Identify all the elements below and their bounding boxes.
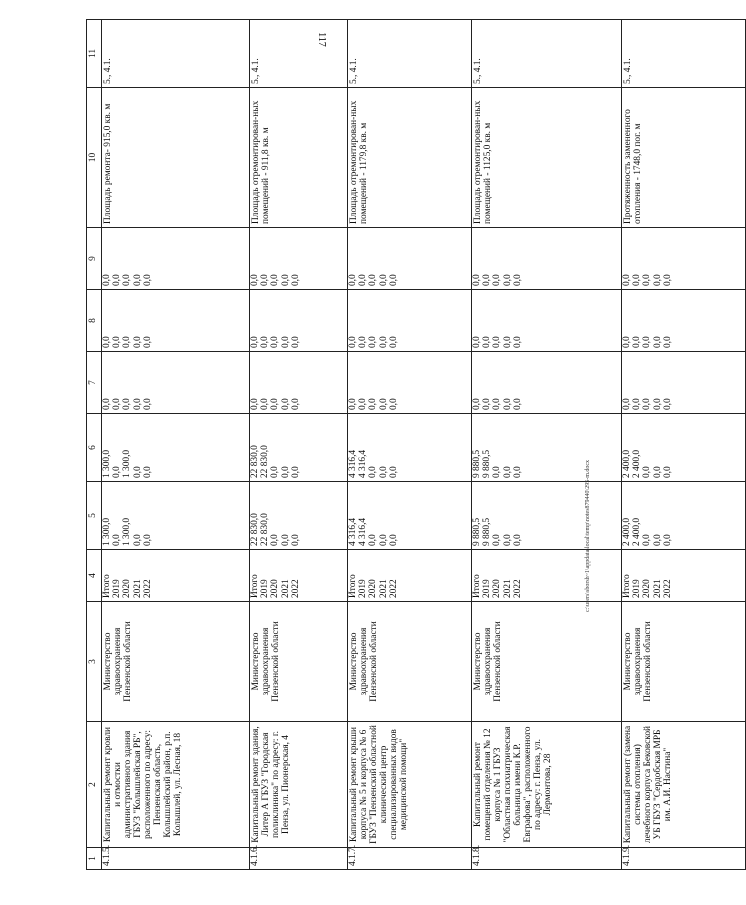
amount-cell-col-8-line: 0,0: [142, 336, 153, 348]
amount-cell-col-5: [250, 482, 348, 550]
amount-cell-col-8: [348, 290, 472, 352]
amount-cell-col-5: [348, 482, 472, 550]
amount-cell-col-8-line: 0,0: [642, 336, 653, 348]
period-cell: [622, 550, 746, 602]
amount-cell-col-7-line: 0,0: [280, 398, 291, 410]
row-number-cell: 4.1.9.: [622, 848, 746, 870]
period-cell-line: 2022: [512, 579, 523, 598]
amount-cell-col-8-line: 0,0: [388, 336, 399, 348]
amount-cell-col-7-line: 0,0: [502, 398, 513, 410]
amount-cell-col-9-line: 0,0: [622, 274, 632, 286]
footer-file-path: [585, 459, 595, 622]
amount-cell-col-5: [622, 482, 746, 550]
amount-cell-col-5-line: 0,0: [492, 534, 503, 546]
amount-cell-col-7-line: 0,0: [472, 398, 482, 410]
amount-cell-col-8: [622, 290, 746, 352]
row-number-cell: 4.1.8.: [472, 848, 622, 870]
amount-cell-col-8-line: 0,0: [502, 336, 513, 348]
amount-cell-col-7-line: 0,0: [290, 398, 301, 410]
amount-cell-col-7-line: 0,0: [378, 398, 389, 410]
period-cell-line: 2021: [502, 579, 513, 598]
amount-cell-col-9-line: 0,0: [132, 274, 143, 286]
period-cell-line: 2022: [388, 579, 399, 598]
amount-cell-col-6-line: 0,0: [112, 466, 123, 478]
amount-cell-col-8: [250, 290, 348, 352]
period-cell-line: 2022: [290, 579, 301, 598]
period-cell-line: 2020: [642, 579, 653, 598]
amount-cell-col-9-line: 0,0: [492, 274, 503, 286]
amount-cell-col-8-line: 0,0: [368, 336, 379, 348]
amount-cell-col-6-line: 0,0: [290, 466, 301, 478]
amount-cell-col-8-line: 0,0: [378, 336, 389, 348]
amount-cell-col-5-line: 0,0: [112, 534, 123, 546]
amount-cell-col-6-line: 0,0: [280, 466, 291, 478]
amount-cell-col-9-line: 0,0: [378, 274, 389, 286]
amount-cell-col-6-line: 0,0: [142, 466, 153, 478]
amount-cell-col-8-line: 0,0: [622, 336, 632, 348]
amount-cell-col-7-line: 0,0: [270, 398, 281, 410]
amount-cell-col-5-line: 1 300,0: [122, 517, 133, 546]
amount-cell-col-5-line: 1 300,0: [102, 517, 112, 546]
amount-cell-col-7: [348, 352, 472, 414]
amount-cell-col-9-line: 0,0: [632, 274, 643, 286]
amount-cell-col-5-line: 0,0: [280, 534, 291, 546]
amount-cell-col-9-line: 0,0: [260, 274, 271, 286]
period-cell: [472, 550, 622, 602]
amount-cell-col-7: [622, 352, 746, 414]
amount-cell-col-5-line: 22 830,0: [250, 513, 260, 546]
amount-cell-col-7-line: 0,0: [358, 398, 369, 410]
amount-cell-col-7-line: 0,0: [662, 398, 673, 410]
amount-cell-col-9-line: 0,0: [358, 274, 369, 286]
amount-cell-col-9-line: 0,0: [472, 274, 482, 286]
row-number-cell: 4.1.5.: [102, 848, 250, 870]
amount-cell-col-7-line: 0,0: [348, 398, 358, 410]
amount-cell-col-9-line: 0,0: [502, 274, 513, 286]
amount-cell-col-6-line: 2 400,0: [622, 449, 632, 478]
amount-cell-col-6: [472, 414, 622, 482]
table-row: [250, 20, 348, 870]
amount-cell-col-6-line: 0,0: [270, 466, 281, 478]
amount-cell-col-5-line: 0,0: [378, 534, 389, 546]
amount-cell-col-6-line: 0,0: [662, 466, 673, 478]
amount-cell-col-6-line: 22 830,0: [260, 445, 271, 478]
amount-cell-col-5: [102, 482, 250, 550]
header-col-5: 5: [87, 482, 102, 550]
amount-cell-col-7-line: 0,0: [632, 398, 643, 410]
amount-cell-col-6-line: 0,0: [132, 466, 143, 478]
amount-cell-col-9-line: 0,0: [388, 274, 399, 286]
activity-name-cell: Капитальный ремонт (замена системы отопления) лечебного корпуса Бековской УБ ГБУЗ "Сердобская МРБ им. А.И. Настина": [622, 722, 746, 848]
amount-cell-col-6: [250, 414, 348, 482]
amount-cell-col-9-line: 0,0: [270, 274, 281, 286]
amount-cell-col-8-line: 0,0: [290, 336, 301, 348]
indicator-cell: 5., 4.1.: [348, 20, 472, 88]
amount-cell-col-6-line: 0,0: [502, 466, 513, 478]
activity-name-cell: Капитальный ремонт помещений отделения № 12 корпуса № 1 ГБУЗ "Областная психиатрическая больница имени К.Р. Евграфова", расположенного по адресу: г. Пенза, ул. Лермонтова, 28: [472, 722, 622, 848]
period-cell-line: Итого: [102, 574, 112, 598]
amount-cell-col-9: [472, 228, 622, 290]
amount-cell-col-7-line: 0,0: [388, 398, 399, 410]
amount-cell-col-7-line: 0,0: [102, 398, 112, 410]
amount-cell-col-5-line: 22 830,0: [260, 513, 271, 546]
period-cell-line: 2019: [482, 579, 493, 598]
amount-cell-col-6-line: 0,0: [388, 466, 399, 478]
indicator-cell: 5., 4.1.: [102, 20, 250, 88]
amount-cell-col-6-line: 4 316,4: [358, 449, 369, 478]
amount-cell-col-5-line: 0,0: [512, 534, 523, 546]
period-cell-line: Итого: [622, 574, 632, 598]
amount-cell-col-5-line: 0,0: [290, 534, 301, 546]
amount-cell-col-6: [102, 414, 250, 482]
result-cell: Площадь отремонтирован-ных помещений - 1125,0 кв. м: [472, 88, 622, 228]
header-col-1: 1: [87, 848, 102, 870]
amount-cell-col-5-line: 0,0: [662, 534, 673, 546]
amount-cell-col-9-line: 0,0: [642, 274, 653, 286]
period-cell-line: 2020: [122, 579, 133, 598]
amount-cell-col-8-line: 0,0: [492, 336, 503, 348]
amount-cell-col-6-line: 0,0: [378, 466, 389, 478]
amount-cell-col-6-line: 9 880,5: [482, 449, 493, 478]
amount-cell-col-7-line: 0,0: [112, 398, 123, 410]
amount-cell-col-6-line: 2 400,0: [632, 449, 643, 478]
period-cell-line: 2021: [280, 579, 291, 598]
amount-cell-col-8-line: 0,0: [512, 336, 523, 348]
period-cell-line: 2020: [270, 579, 281, 598]
page-number-text: 117: [315, 31, 327, 47]
period-cell-line: 2020: [368, 579, 379, 598]
amount-cell-col-6: [348, 414, 472, 482]
amount-cell-col-6-line: 0,0: [492, 466, 503, 478]
header-col-11: 11: [87, 20, 102, 88]
period-cell-line: 2019: [632, 579, 643, 598]
amount-cell-col-5-line: 0,0: [270, 534, 281, 546]
amount-cell-col-7-line: 0,0: [512, 398, 523, 410]
period-cell-line: 2019: [358, 579, 369, 598]
amount-cell-col-8-line: 0,0: [662, 336, 673, 348]
row-number-cell: 4.1.7.: [348, 848, 472, 870]
amount-cell-col-6-line: 1 300,0: [122, 449, 133, 478]
amount-cell-col-5-line: 2 400,0: [632, 517, 643, 546]
executor-cell: Министерство здравоохранения Пензенской области: [348, 602, 472, 722]
amount-cell-col-5-line: 4 316,4: [348, 517, 358, 546]
header-col-2: 2: [87, 722, 102, 848]
amount-cell-col-9-line: 0,0: [122, 274, 133, 286]
period-cell-line: 2020: [492, 579, 503, 598]
row-number-cell: 4.1.6.: [250, 848, 348, 870]
table-row: [348, 20, 472, 870]
table-body: [87, 20, 746, 870]
executor-cell: Министерство здравоохранения Пензенской области: [472, 602, 622, 722]
table-row: [622, 20, 746, 870]
activity-name-cell: Капитальный ремонт кровли и отмостки административного здания ГБУЗ "Колышлейская РБ", расположенного по адресу: Пензенская область, Колышлейский район, р.п. Колышлей, ул. Лесная, 18: [102, 722, 250, 848]
amount-cell-col-7-line: 0,0: [482, 398, 493, 410]
amount-cell-col-8: [102, 290, 250, 352]
amount-cell-col-9: [250, 228, 348, 290]
amount-cell-col-9-line: 0,0: [290, 274, 301, 286]
amount-cell-col-5: [472, 482, 622, 550]
period-cell-line: 2021: [652, 579, 663, 598]
amount-cell-col-7-line: 0,0: [622, 398, 632, 410]
indicator-cell: 5., 4.1.: [622, 20, 746, 88]
amount-cell-col-7-line: 0,0: [260, 398, 271, 410]
result-cell: Площадь ремонта- 915,0 кв. м: [102, 88, 250, 228]
amount-cell-col-8-line: 0,0: [132, 336, 143, 348]
amount-cell-col-9-line: 0,0: [652, 274, 663, 286]
result-cell: Площадь отремонтирован-ных помещений - 1179,8 кв. м: [348, 88, 472, 228]
amount-cell-col-5-line: 0,0: [642, 534, 653, 546]
indicator-cell: 5., 4.1.: [250, 20, 348, 88]
amount-cell-col-8-line: 0,0: [652, 336, 663, 348]
header-col-9: 9: [87, 228, 102, 290]
amount-cell-col-9-line: 0,0: [348, 274, 358, 286]
amount-cell-col-8-line: 0,0: [250, 336, 260, 348]
amount-cell-col-8-line: 0,0: [632, 336, 643, 348]
amount-cell-col-5-line: 0,0: [502, 534, 513, 546]
amount-cell-col-8-line: 0,0: [482, 336, 493, 348]
executor-cell: Министерство здравоохранения Пензенской области: [102, 602, 250, 722]
header-col-8: 8: [87, 290, 102, 352]
amount-cell-col-8-line: 0,0: [112, 336, 123, 348]
amount-cell-col-6-line: 0,0: [642, 466, 653, 478]
period-cell: [250, 550, 348, 602]
executor-cell: Министерство здравоохранения Пензенской области: [250, 602, 348, 722]
period-cell: [102, 550, 250, 602]
period-cell-line: 2022: [662, 579, 673, 598]
amount-cell-col-5-line: 0,0: [132, 534, 143, 546]
amount-cell-col-5-line: 9 880,5: [482, 517, 493, 546]
amount-cell-col-7-line: 0,0: [652, 398, 663, 410]
period-cell-line: Итого: [250, 574, 260, 598]
period-cell-line: 2022: [142, 579, 153, 598]
executor-cell: Министерство здравоохранения Пензенской области: [622, 602, 746, 722]
amount-cell-col-7: [472, 352, 622, 414]
amount-cell-col-5-line: 9 880,5: [472, 517, 482, 546]
header-col-6: 6: [87, 414, 102, 482]
amount-cell-col-9: [622, 228, 746, 290]
amount-cell-col-8-line: 0,0: [348, 336, 358, 348]
amount-cell-col-7-line: 0,0: [250, 398, 260, 410]
amount-cell-col-7-line: 0,0: [492, 398, 503, 410]
program-activities-table: [86, 19, 746, 870]
result-cell: Площадь отремонтирован-ных помещений - 911,8 кв. м: [250, 88, 348, 228]
amount-cell-col-9-line: 0,0: [512, 274, 523, 286]
amount-cell-col-8-line: 0,0: [122, 336, 133, 348]
amount-cell-col-8: [472, 290, 622, 352]
amount-cell-col-9-line: 0,0: [102, 274, 112, 286]
amount-cell-col-6-line: 1 300,0: [102, 449, 112, 478]
amount-cell-col-9-line: 0,0: [142, 274, 153, 286]
amount-cell-col-6-line: 9 880,5: [472, 449, 482, 478]
amount-cell-col-9-line: 0,0: [250, 274, 260, 286]
amount-cell-col-5-line: 0,0: [142, 534, 153, 546]
amount-cell-col-8-line: 0,0: [102, 336, 112, 348]
activity-name-cell: Капитальный ремонт крыши корпуса № 5 и корпуса № 6 ГБУЗ "Пензенский областной клинический центр специализированных видов медицинской помощи": [348, 722, 472, 848]
amount-cell-col-7: [102, 352, 250, 414]
period-cell-line: Итого: [348, 574, 358, 598]
header-col-4: 4: [87, 550, 102, 602]
amount-cell-col-7-line: 0,0: [642, 398, 653, 410]
result-cell: Протяженность замененного отопления - 1748,0 пог. м: [622, 88, 746, 228]
amount-cell-col-8-line: 0,0: [270, 336, 281, 348]
amount-cell-col-6-line: 0,0: [652, 466, 663, 478]
amount-cell-col-8-line: 0,0: [358, 336, 369, 348]
table-row: [472, 20, 622, 870]
amount-cell-col-6-line: 22 830,0: [250, 445, 260, 478]
period-cell-line: 2021: [378, 579, 389, 598]
amount-cell-col-9-line: 0,0: [368, 274, 379, 286]
amount-cell-col-6-line: 4 316,4: [348, 449, 358, 478]
amount-cell-col-6-line: 0,0: [368, 466, 379, 478]
amount-cell-col-8-line: 0,0: [260, 336, 271, 348]
amount-cell-col-7-line: 0,0: [122, 398, 133, 410]
amount-cell-col-9-line: 0,0: [482, 274, 493, 286]
amount-cell-col-9: [348, 228, 472, 290]
amount-cell-col-7-line: 0,0: [132, 398, 143, 410]
amount-cell-col-5-line: 0,0: [388, 534, 399, 546]
header-col-3: 3: [87, 602, 102, 722]
header-row: [87, 20, 102, 870]
period-cell-line: 2019: [260, 579, 271, 598]
amount-cell-col-8-line: 0,0: [472, 336, 482, 348]
amount-cell-col-9-line: 0,0: [662, 274, 673, 286]
period-cell-line: Итого: [472, 574, 482, 598]
amount-cell-col-6-line: 0,0: [512, 466, 523, 478]
activity-name-cell: Капитальный ремонт здания, Литер А ГБУЗ "Городская поликлиника" по адресу: г. Пенза, ул. Пионерская, 4: [250, 722, 348, 848]
amount-cell-col-5-line: 0,0: [652, 534, 663, 546]
header-col-7: 7: [87, 352, 102, 414]
amount-cell-col-8-line: 0,0: [280, 336, 291, 348]
amount-cell-col-9: [102, 228, 250, 290]
amount-cell-col-9-line: 0,0: [280, 274, 291, 286]
amount-cell-col-7-line: 0,0: [368, 398, 379, 410]
header-col-10: 10: [87, 88, 102, 228]
amount-cell-col-5-line: 2 400,0: [622, 517, 632, 546]
period-cell-line: 2019: [112, 579, 123, 598]
amount-cell-col-7: [250, 352, 348, 414]
amount-cell-col-5-line: 4 316,4: [358, 517, 369, 546]
amount-cell-col-5-line: 0,0: [368, 534, 379, 546]
period-cell: [348, 550, 472, 602]
amount-cell-col-6: [622, 414, 746, 482]
amount-cell-col-9-line: 0,0: [112, 274, 123, 286]
indicator-cell: 5., 4.1.: [472, 20, 622, 88]
period-cell-line: 2021: [132, 579, 143, 598]
footer-file-path-text: c:\users\sborsh~1\appdata\local\temp\notes879440\295-m.docx: [585, 459, 591, 612]
table-row: [102, 20, 250, 870]
amount-cell-col-7-line: 0,0: [142, 398, 153, 410]
